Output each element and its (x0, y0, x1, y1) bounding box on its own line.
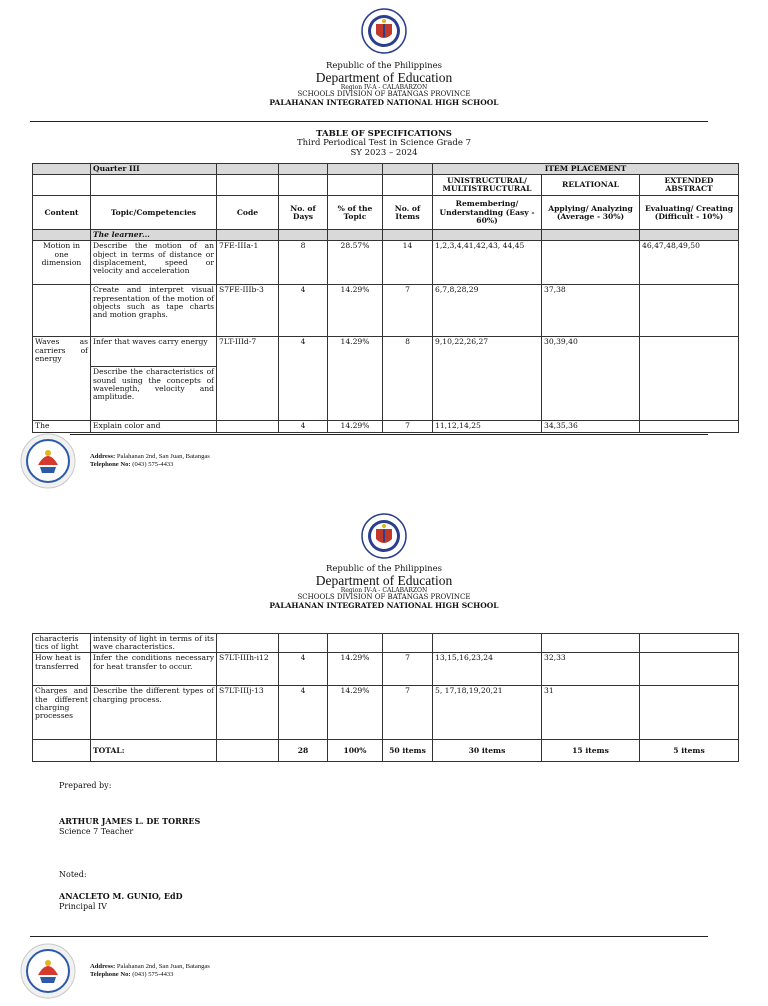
total-average: 15 items (542, 740, 640, 762)
noted-title: Principal IV (59, 901, 107, 911)
applying-header: Applying/ Analyzing (Average - 30%) (542, 196, 640, 230)
total-difficult: 5 items (640, 740, 739, 762)
table-row: Create and interpret visual representation of the motion of objects such as tape charts and motion graphs. S7FE-IIIb-3 4 14.29% 7 6,7,8,28,29 37,38 (33, 285, 739, 337)
total-label: TOTAL: (91, 740, 217, 762)
total-days: 28 (279, 740, 328, 762)
topic-header: Topic/Competencies (91, 196, 217, 230)
table-row: Motion in one dimension Describe the motion of an object in terms of distance or displacement, speed or velocity and acceleration 7FE-IIIa-1 8 28.57% 14 1,2,3,4,41,42,43, 44,45 46,47,48,49,50 (33, 241, 739, 285)
prepared-by-label: Prepared by: (59, 781, 112, 790)
table-row: The Explain color and 4 14.29% 7 11,12,14,25 34,35,36 (33, 421, 739, 432)
total-items: 50 items (383, 740, 433, 762)
table-row: Charges and the different charging processes Describe the different types of charging process. S7LT-IIIj-13 4 14.29% 7 5, 17,18,19,20,21 31 (33, 686, 739, 740)
footer-address: Palahanan 2nd, San Juan, Batangas (116, 453, 210, 460)
relational-header: RELATIONAL (542, 175, 640, 196)
total-row (33, 740, 739, 762)
tos-table (32, 163, 739, 433)
tos-title: TABLE OF SPECIFICATIONS (316, 129, 452, 139)
noted-name: ANACLETO M. GUNIO, EdD (59, 891, 183, 901)
page-2 (0, 503, 768, 1006)
footer-contact: Address: Palahanan 2nd, San Juan, Batangas Telephone No: (043) 575-4433 (90, 963, 210, 978)
noted-label: Noted: (59, 870, 87, 879)
footer-phone: (043) 575-4433 (132, 460, 174, 468)
header-divider (30, 121, 708, 122)
document-title (0, 130, 768, 158)
prepared-by-name: ARTHUR JAMES L. DE TORRES (59, 816, 201, 826)
footer-divider (30, 936, 708, 937)
table-row-sub: Describe the characteristics of sound using the concepts of wavelength, velocity and amplitude. (33, 367, 739, 421)
learner-label: The learner... (91, 230, 217, 241)
table-row: How heat is transferred Infer the conditions necessary for heat transfer to occur. S7LT-IIIh-i12 4 14.29% 7 13,15,16,23,24 32,33 (33, 653, 739, 686)
republic-text: Republic of the Philippines (325, 61, 443, 71)
deped-seal-icon (361, 8, 407, 54)
footer-divider (70, 434, 708, 435)
days-header: No. of Days (279, 196, 328, 230)
quarter-label: Quarter III (91, 164, 217, 175)
content-header: Content (33, 196, 91, 230)
tos-table-continued (32, 633, 739, 762)
prepared-by-title: Science 7 Teacher (59, 826, 134, 836)
remembering-header: Remembering/ Understanding (Easy - 60%) (433, 196, 542, 230)
tos-subtitle: Third Periodical Test in Science Grade 7 (297, 138, 471, 149)
deped-seal-icon (361, 513, 407, 559)
learner-row (33, 230, 739, 241)
evaluating-header: Evaluating/ Creating (Difficult - 10%) (640, 196, 739, 230)
school-logo-icon (20, 433, 76, 489)
total-easy: 30 items (433, 740, 542, 762)
division-text: SCHOOLS DIVISION OF BATANGAS PROVINCE (297, 90, 471, 99)
percent-header: % of the Topic (328, 196, 383, 230)
school-logo-icon (20, 943, 76, 999)
region-text: Region IV-A - CALABARZON (340, 84, 428, 92)
items-header: No. of Items (383, 196, 433, 230)
school-year: SY 2023 – 2024 (350, 147, 418, 158)
header-row-1 (33, 164, 739, 175)
table-row: characteris tics of light intensity of light in terms of its wave characteristics. (33, 634, 739, 653)
footer-contact: Address: Palahanan 2nd, San Juan, Batangas Telephone No: (043) 575-4433 (90, 453, 210, 468)
item-placement-header: ITEM PLACEMENT (433, 164, 739, 175)
extended-header: EXTENDED ABSTRACT (640, 175, 739, 196)
noted-block (59, 892, 183, 911)
header-row-3 (33, 196, 739, 230)
prepared-by-block (59, 817, 200, 836)
header-row-2 (33, 175, 739, 196)
school-text: PALAHANAN INTEGRATED NATIONAL HIGH SCHOOL (269, 97, 499, 107)
total-percent: 100% (328, 740, 383, 762)
table-row: Waves as carriers of energy Infer that waves carry energy 7LT-IIId-7 4 14.29% 8 9,10,22,26,27 30,39,40 (33, 337, 739, 367)
letterhead: Republic of the Philippines Department of Education Region IV-A - CALABARZON SCHOOLS DIVISION OF BATANGAS PROVINCE PALAHANAN INTEGRATED NATIONAL HIGH SCHOOL (269, 564, 499, 610)
uni-multi-header: UNISTRUCTURAL/ MULTISTRUCTURAL (433, 175, 542, 196)
letterhead (0, 62, 768, 107)
department-text: Department of Education (315, 69, 453, 85)
code-header: Code (217, 196, 279, 230)
